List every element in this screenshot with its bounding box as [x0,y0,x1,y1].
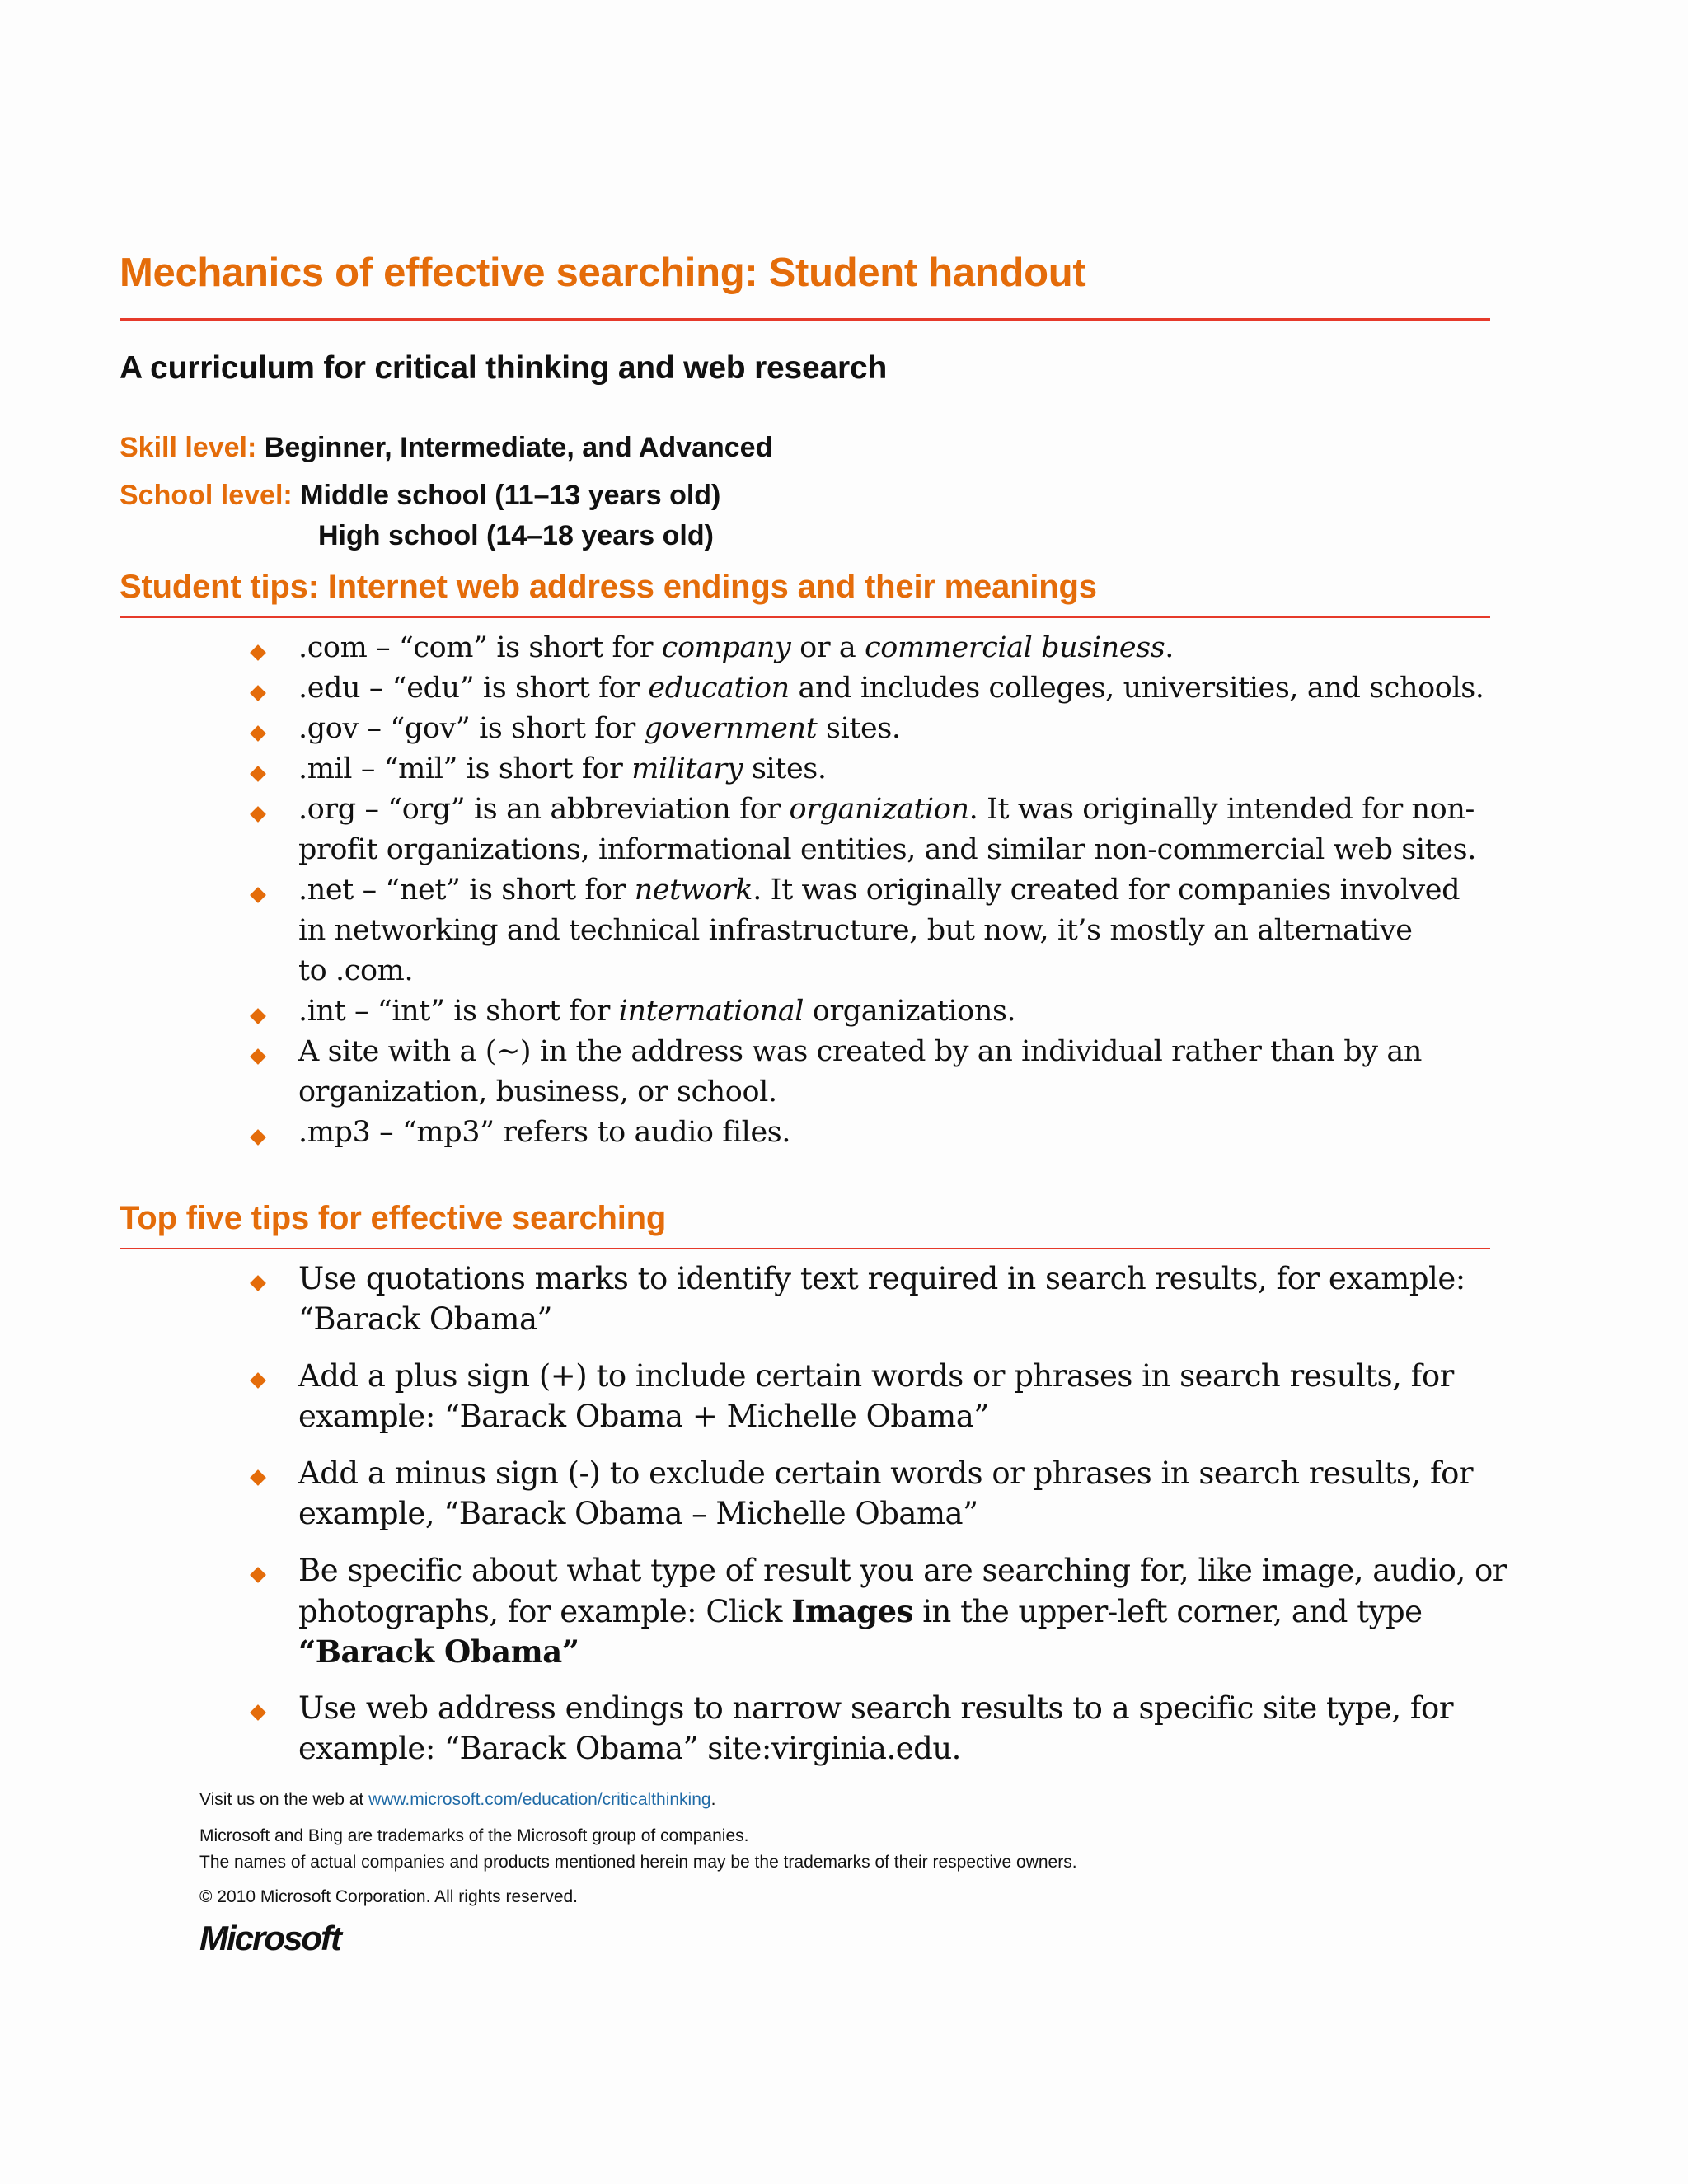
list-item-continuation [298,1593,1423,1629]
item-emphasis: network [634,874,753,907]
list-item [298,712,901,745]
diamond-bullet-icon [250,725,266,742]
footer-visit-suffix: . [710,1790,716,1809]
item-text: in the upper-left corner, and type [912,1594,1423,1629]
endings-heading: Student tips: Internet web address endings and their meanings [120,569,1097,605]
list-item-continuation: example: “Barack Obama + Michelle Obama” [298,1399,989,1434]
list-item-continuation: example, “Barack Obama – Michelle Obama” [298,1496,978,1531]
diamond-bullet-icon [250,1048,266,1065]
skill-level-label: Skill level: [120,432,257,463]
list-item [298,631,1174,664]
footer-trademark-2: The names of actual companies and products mentioned herein may be the trademarks of their respective owners. [199,1853,1077,1872]
footer-trademark-1: Microsoft and Bing are trademarks of the Microsoft group of companies. [199,1826,749,1845]
diamond-bullet-icon [250,1275,266,1291]
page-title: Mechanics of effective searching: Student handout [120,251,1086,295]
diamond-bullet-icon [250,766,266,782]
footer-visit-text: Visit us on the web at [199,1790,369,1809]
list-item [298,995,1015,1028]
diamond-bullet-icon [250,887,266,903]
item-text: .mil – “mil” is short for [298,752,632,785]
diamond-bullet-icon [250,1704,266,1721]
list-item: Add a plus sign (+) to include certain words or phrases in search results, for [298,1358,1454,1394]
list-item: Add a minus sign (-) to exclude certain words or phrases in search results, for [298,1455,1474,1491]
list-item: Be specific about what type of result you are searching for, like image, audio, or [298,1553,1507,1588]
list-item-continuation: in networking and technical infrastructure, but now, it’s mostly an alternative [298,914,1413,947]
list-item-continuation: to .com. [298,954,414,987]
diamond-bullet-icon [250,1567,266,1583]
item-emphasis: government [644,712,818,745]
list-item-continuation: organization, business, or school. [298,1076,777,1108]
skill-level-row [120,432,772,464]
item-emphasis: company [661,631,791,664]
list-item: Use quotations marks to identify text required in search results, for example: [298,1261,1465,1296]
list-item-continuation: example: “Barack Obama” site:virginia.edu. [298,1731,961,1766]
school-level-value-high: High school (14–18 years old) [318,520,714,551]
title-divider [120,318,1490,321]
item-emphasis: education [648,672,790,705]
item-text: . It was originally intended for non- [968,793,1475,826]
list-item: Use web address endings to narrow search results to a specific site type, for [298,1690,1454,1726]
item-text: or a [790,631,865,664]
item-text: organizations. [804,995,1016,1028]
skill-level-value: Beginner, Intermediate, and Advanced [264,432,773,463]
item-text: .org – “org” is an abbreviation for [298,793,790,826]
diamond-bullet-icon [250,806,266,823]
microsoft-logo: Microsoft [199,1919,340,1957]
footer-copyright: © 2010 Microsoft Corporation. All rights reserved. [199,1887,579,1906]
page-subtitle: A curriculum for critical thinking and web research [120,350,888,386]
item-text: .net – “net” is short for [298,874,635,907]
list-item-continuation: “Barack Obama” [298,1301,552,1337]
item-text: photographs, for example: Click [298,1594,792,1629]
list-item [298,752,827,785]
criticalthinking-link[interactable]: www.microsoft.com/education/criticalthinking [368,1790,711,1809]
footer-visit [199,1790,715,1810]
tips-heading: Top five tips for effective searching [120,1200,667,1236]
list-item: .mp3 – “mp3” refers to audio files. [298,1116,791,1149]
item-emphasis: organization [789,793,969,826]
item-text: sites. [743,752,827,785]
school-level-label: School level: [120,480,293,511]
item-text: .int – “int” is short for [298,995,619,1028]
endings-divider [120,616,1490,618]
diamond-bullet-icon [250,644,266,661]
list-item-continuation: profit organizations, informational entities, and similar non-commercial web sites. [298,833,1476,866]
item-strong: Images [791,1593,913,1629]
list-item [298,672,1484,705]
item-text: sites. [817,712,901,745]
item-emphasis: commercial business [865,631,1165,664]
item-text: .com – “com” is short for [298,631,662,664]
item-emphasis: international [618,995,804,1028]
list-item: A site with a (~) in the address was created by an individual rather than by an [298,1035,1423,1068]
diamond-bullet-icon [250,1129,266,1146]
item-text: . It was originally created for companies involved [753,874,1461,907]
diamond-bullet-icon [250,1469,266,1486]
item-emphasis: military [631,752,743,785]
item-text: . [1165,631,1174,664]
item-text: .edu – “edu” is short for [298,672,649,705]
diamond-bullet-icon [250,1008,266,1024]
school-level-row [120,480,720,512]
tips-divider [120,1248,1490,1249]
school-level-value-middle: Middle school (11–13 years old) [300,480,721,511]
diamond-bullet-icon [250,1372,266,1389]
list-item [298,874,1460,907]
item-text: .gov – “gov” is short for [298,712,645,745]
list-item [298,793,1475,826]
list-item-continuation: “Barack Obama” [298,1633,579,1670]
item-text: and includes colleges, universities, and schools. [789,672,1484,705]
diamond-bullet-icon [250,685,266,701]
